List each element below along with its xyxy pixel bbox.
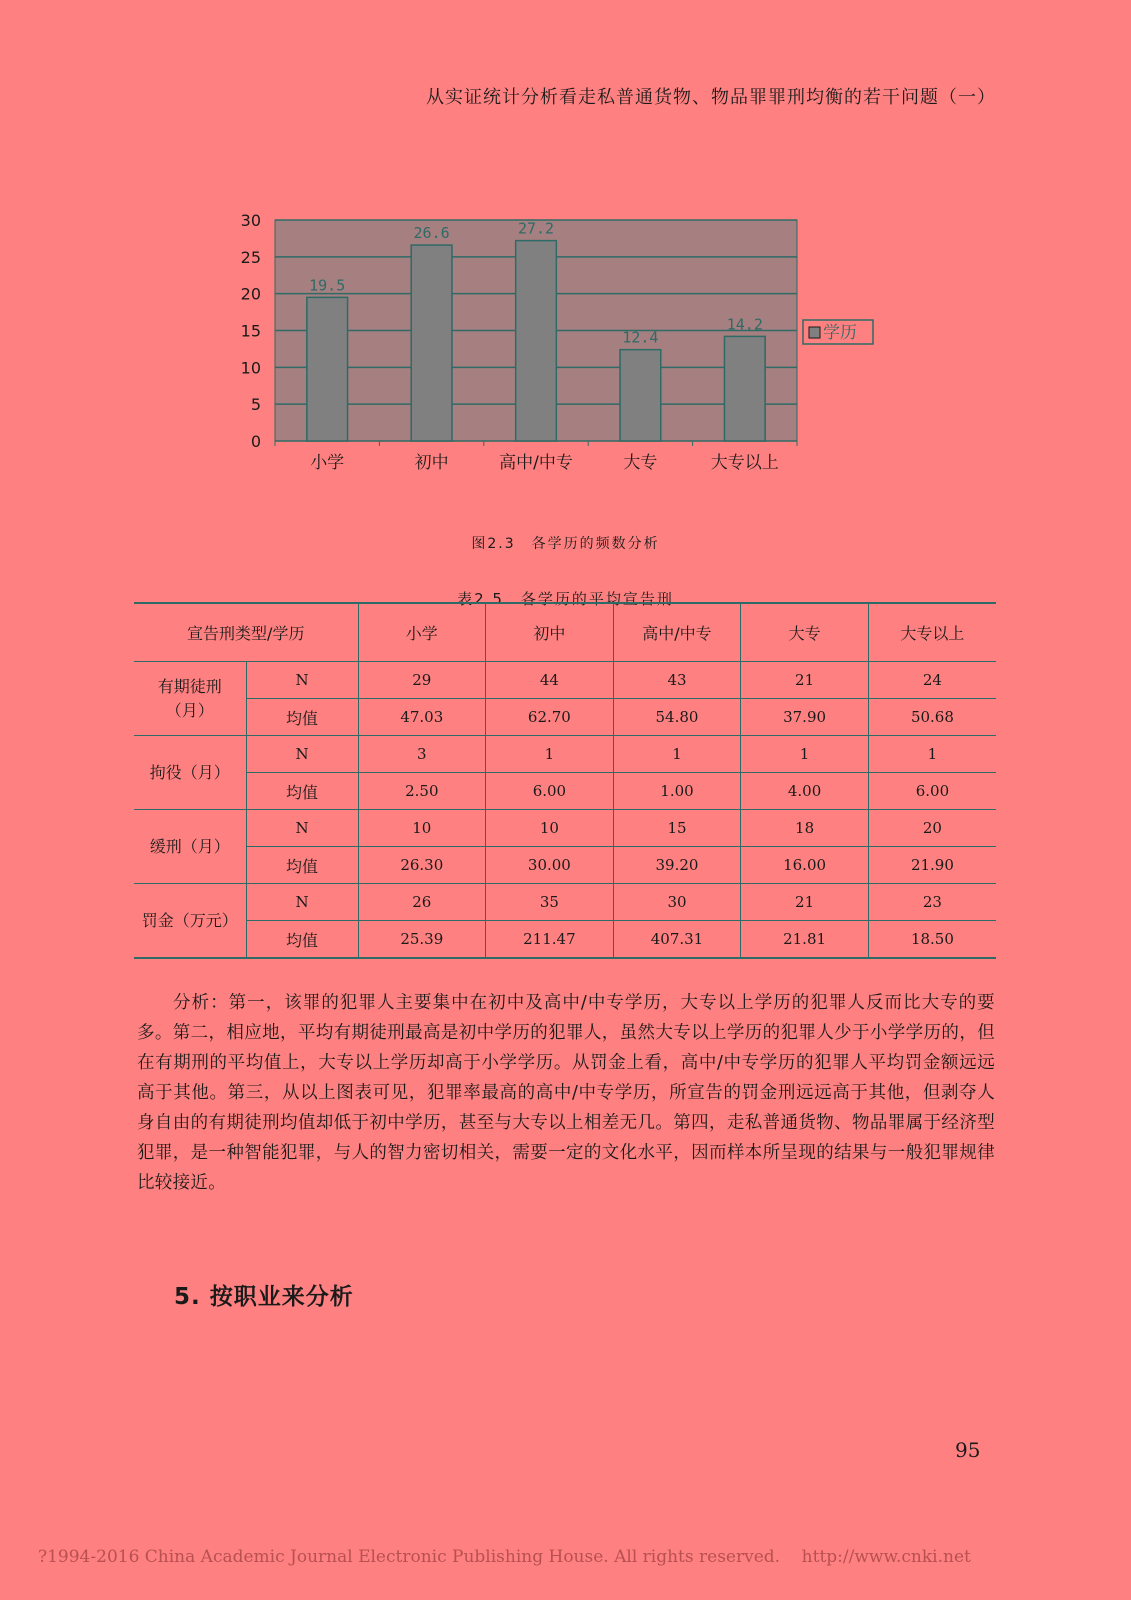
table-header-row — [134, 603, 996, 662]
table-cell: 47.03 — [358, 699, 486, 736]
y-tick-label: 15 — [240, 321, 261, 341]
header-cell: 大专以上 — [868, 603, 996, 662]
table-cell: 30 — [613, 884, 741, 921]
stat-label-cell: 均值 — [246, 699, 358, 736]
table-cell: 10 — [486, 810, 614, 847]
table-cell: 3 — [358, 736, 486, 773]
stat-label-cell: 均值 — [246, 847, 358, 884]
x-tick-label: 初中 — [414, 453, 449, 473]
stat-label-cell: N — [246, 736, 358, 773]
row-group-label — [134, 810, 246, 884]
bar-value-label: 14.2 — [726, 315, 763, 334]
table-cell: 1 — [613, 736, 741, 773]
table-cell: 26 — [358, 884, 486, 921]
table-cell: 62.70 — [486, 699, 614, 736]
table-cell: 6.00 — [868, 773, 996, 810]
table-cell: 21.81 — [741, 921, 869, 959]
page-number: 95 — [955, 1438, 981, 1462]
table-row — [134, 773, 996, 810]
y-tick-label: 5 — [250, 395, 261, 415]
row-group-label-line: （月） — [165, 700, 214, 720]
table-row — [134, 699, 996, 736]
table-cell: 18 — [741, 810, 869, 847]
header-cell: 高中/中专 — [613, 603, 741, 662]
table-cell: 1 — [486, 736, 614, 773]
table-cell: 18.50 — [868, 921, 996, 959]
table-cell: 4.00 — [741, 773, 869, 810]
table-row — [134, 921, 996, 959]
table-cell: 25.39 — [358, 921, 486, 959]
table-cell: 30.00 — [486, 847, 614, 884]
x-tick-label: 大专 — [623, 453, 658, 473]
table-cell: 23 — [868, 884, 996, 921]
table-cell: 29 — [358, 662, 486, 699]
table-cell: 37.90 — [741, 699, 869, 736]
bar — [411, 245, 452, 441]
table-caption: 表2.5 各学历的平均宣告刑 — [457, 590, 674, 608]
table-cell: 6.00 — [486, 773, 614, 810]
table-cell: 407.31 — [613, 921, 741, 959]
education-frequency-bar-chart — [230, 200, 910, 500]
legend-label: 学历 — [823, 323, 857, 343]
x-tick-label: 大专以上 — [710, 453, 779, 473]
bar-value-label: 27.2 — [517, 219, 555, 238]
table-cell: 21 — [741, 662, 869, 699]
bar-value-label: 12.4 — [622, 328, 659, 347]
bar — [516, 241, 557, 441]
table-cell: 2.50 — [358, 773, 486, 810]
stat-label-cell: 均值 — [246, 773, 358, 810]
figure-caption: 图2.3 各学历的频数分析 — [471, 536, 660, 552]
table-row — [134, 884, 996, 921]
table-cell: 1.00 — [613, 773, 741, 810]
table-cell: 50.68 — [868, 699, 996, 736]
stat-label-cell: 均值 — [246, 921, 358, 959]
table-cell: 43 — [613, 662, 741, 699]
header-cell: 初中 — [486, 603, 614, 662]
x-tick-label: 小学 — [310, 453, 345, 473]
table-cell: 26.30 — [358, 847, 486, 884]
y-tick-label: 10 — [240, 358, 261, 378]
table-cell: 211.47 — [486, 921, 614, 959]
sentence-average-table — [134, 602, 996, 959]
stat-label-cell: N — [246, 662, 358, 699]
row-group-label — [134, 884, 246, 959]
header-cell: 大专 — [741, 603, 869, 662]
table-cell: 21 — [741, 884, 869, 921]
bar-value-label: 19.5 — [309, 276, 346, 295]
y-tick-label: 25 — [240, 247, 261, 267]
copyright-footer: ?1994-2016 China Academic Journal Electronic Publishing House. All rights reserved. http://www.cnki.net — [38, 1547, 971, 1567]
row-group-label-line: 拘役（月） — [149, 762, 230, 782]
table-cell: 1 — [741, 736, 869, 773]
table-cell: 44 — [486, 662, 614, 699]
table-cell: 20 — [868, 810, 996, 847]
y-tick-label: 20 — [240, 284, 261, 304]
table-row — [134, 847, 996, 884]
table-cell: 10 — [358, 810, 486, 847]
section-heading: 5. 按职业来分析 — [174, 1284, 354, 1310]
bar — [724, 336, 765, 441]
analysis-paragraph: 分析：第一，该罪的犯罪人主要集中在初中及高中/中专学历，大专以上学历的犯罪人反而比大专的要多。第二，相应地，平均有期徒刑最高是初中学历的犯罪人，虽然大专以上学历的犯罪人少于小学学历的，但在有期刑的平均值上，大专以上学历却高于小学学历。从罚金上看，高中/中专学历的犯罪人平均罚金额远远高于其他。第三，从以上图表可见，犯罪率最高的高中/中专学历，所宣告的罚金刑远远高于其他，但剥夺人身自由的有期徒刑均值却低于初中学历，甚至与大专以上相差无几。第四，走私普通货物、物品罪属于经济型犯罪，是一种智能犯罪，与人的智力密切相关，需要一定的文化水平，因而样本所呈现的结果与一般犯罪规律比较接近。 — [137, 993, 995, 1193]
header-cell-type: 宣告刑类型/学历 — [134, 603, 358, 662]
table-cell: 24 — [868, 662, 996, 699]
table-cell: 15 — [613, 810, 741, 847]
row-group-label — [134, 736, 246, 810]
stat-label-cell: N — [246, 810, 358, 847]
row-group-label-line: 缓刑（月） — [149, 836, 230, 856]
table-cell: 39.20 — [613, 847, 741, 884]
table-cell: 16.00 — [741, 847, 869, 884]
table-cell: 54.80 — [613, 699, 741, 736]
header-cell: 小学 — [358, 603, 486, 662]
row-group-label-line: 有期徒刑 — [157, 676, 222, 696]
row-group-label — [134, 662, 246, 736]
legend-swatch — [809, 327, 820, 338]
bar-value-label: 26.6 — [413, 224, 450, 243]
bar — [620, 350, 661, 441]
bar — [307, 297, 348, 441]
stat-label-cell: N — [246, 884, 358, 921]
running-head: 从实证统计分析看走私普通货物、物品罪罪刑均衡的若干问题（一） — [426, 87, 996, 108]
y-tick-label: 0 — [250, 432, 261, 451]
table-cell: 35 — [486, 884, 614, 921]
y-tick-label: 30 — [240, 211, 261, 230]
x-tick-label: 高中/中专 — [499, 453, 573, 473]
table-row — [134, 810, 996, 847]
row-group-label-line: 罚金（万元） — [141, 910, 238, 930]
table-row — [134, 662, 996, 699]
table-cell: 1 — [868, 736, 996, 773]
table-row — [134, 736, 996, 773]
table-cell: 21.90 — [868, 847, 996, 884]
